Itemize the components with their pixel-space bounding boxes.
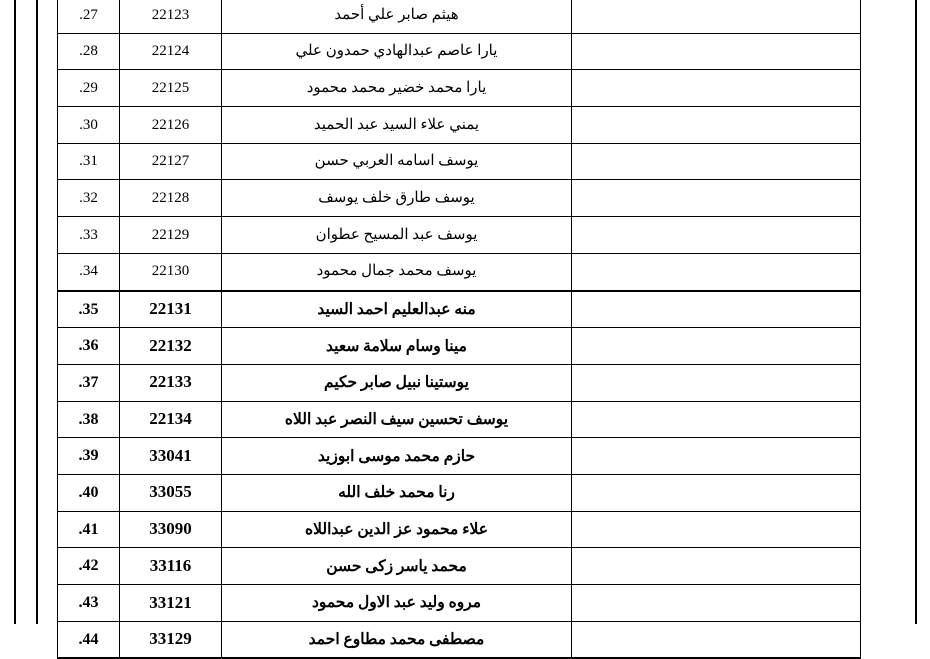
table-row <box>58 217 861 254</box>
cell-notes <box>572 585 861 622</box>
cell-row-number: .28 <box>58 33 120 70</box>
cell-student-name: مصطفى محمد مطاوع احمد <box>222 621 572 658</box>
cell-notes <box>572 328 861 365</box>
cell-student-name: يمني علاء السيد عبد الحميد <box>222 107 572 144</box>
cell-student-name: يوستينا نبيل صابر حكيم <box>222 364 572 401</box>
cell-student-name: يوسف محمد جمال محمود <box>222 253 572 290</box>
cell-student-name: يارا عاصم عبدالهادي حمدون علي <box>222 33 572 70</box>
cell-student-code: 22133 <box>120 364 222 401</box>
cell-notes <box>572 511 861 548</box>
cell-student-name: علاء محمود عز الدين عبداللاه <box>222 511 572 548</box>
cell-notes <box>572 364 861 401</box>
cell-student-code: 22130 <box>120 253 222 290</box>
cell-row-number: .44 <box>58 621 120 658</box>
table-row <box>58 70 861 107</box>
cell-notes <box>572 401 861 438</box>
roster-table <box>57 0 861 659</box>
cell-student-name: يوسف طارق خلف يوسف <box>222 180 572 217</box>
cell-student-code: 33041 <box>120 438 222 475</box>
cell-student-name: منه عبدالعليم احمد السيد <box>222 291 572 328</box>
cell-student-code: 33121 <box>120 585 222 622</box>
table-row <box>58 548 861 585</box>
cell-row-number: .42 <box>58 548 120 585</box>
cell-student-name: يوسف عبد المسيح عطوان <box>222 217 572 254</box>
page-border-right <box>915 0 917 624</box>
cell-row-number: .37 <box>58 364 120 401</box>
table-row <box>58 291 861 328</box>
cell-row-number: .31 <box>58 143 120 180</box>
cell-notes <box>572 33 861 70</box>
table-row <box>58 33 861 70</box>
cell-student-code: 22123 <box>120 0 222 33</box>
cell-student-name: حازم محمد موسى ابوزيد <box>222 438 572 475</box>
cell-row-number: .36 <box>58 328 120 365</box>
cell-student-code: 22131 <box>120 291 222 328</box>
cell-row-number: .43 <box>58 585 120 622</box>
cell-student-code: 22126 <box>120 107 222 144</box>
cell-notes <box>572 621 861 658</box>
cell-student-name: رنا محمد خلف الله <box>222 474 572 511</box>
table-row <box>58 328 861 365</box>
cell-student-name: مينا وسام سلامة سعيد <box>222 328 572 365</box>
cell-row-number: .39 <box>58 438 120 475</box>
cell-row-number: .34 <box>58 253 120 290</box>
table-row <box>58 438 861 475</box>
table-row <box>58 0 861 33</box>
cell-row-number: .27 <box>58 0 120 33</box>
roster-table-body <box>58 0 861 658</box>
cell-student-code: 33129 <box>120 621 222 658</box>
cell-row-number: .40 <box>58 474 120 511</box>
cell-notes <box>572 438 861 475</box>
cell-notes <box>572 143 861 180</box>
cell-notes <box>572 291 861 328</box>
cell-notes <box>572 180 861 217</box>
cell-notes <box>572 548 861 585</box>
cell-row-number: .29 <box>58 70 120 107</box>
cell-student-name: هيثم صابر علي أحمد <box>222 0 572 33</box>
cell-student-code: 22128 <box>120 180 222 217</box>
cell-student-code: 33090 <box>120 511 222 548</box>
table-row <box>58 621 861 658</box>
table-row <box>58 511 861 548</box>
table-row <box>58 474 861 511</box>
cell-student-name: مروه وليد عبد الاول محمود <box>222 585 572 622</box>
cell-student-code: 22127 <box>120 143 222 180</box>
cell-notes <box>572 107 861 144</box>
cell-student-code: 33116 <box>120 548 222 585</box>
cell-row-number: .41 <box>58 511 120 548</box>
page-border-left-outer <box>14 0 16 624</box>
cell-notes <box>572 70 861 107</box>
cell-notes <box>572 217 861 254</box>
table-row <box>58 585 861 622</box>
cell-student-code: 22134 <box>120 401 222 438</box>
cell-student-code: 33055 <box>120 474 222 511</box>
table-row <box>58 107 861 144</box>
table-row <box>58 180 861 217</box>
table-row <box>58 364 861 401</box>
roster-table-wrapper <box>58 0 861 659</box>
table-row <box>58 143 861 180</box>
cell-notes <box>572 0 861 33</box>
cell-student-name: يارا محمد خضير محمد محمود <box>222 70 572 107</box>
cell-row-number: .35 <box>58 291 120 328</box>
cell-row-number: .38 <box>58 401 120 438</box>
cell-notes <box>572 253 861 290</box>
cell-student-name: يوسف تحسين سيف النصر عبد اللاه <box>222 401 572 438</box>
table-row <box>58 253 861 290</box>
cell-row-number: .33 <box>58 217 120 254</box>
cell-student-name: يوسف اسامه العربي حسن <box>222 143 572 180</box>
cell-student-code: 22124 <box>120 33 222 70</box>
cell-student-name: محمد ياسر زكى حسن <box>222 548 572 585</box>
cell-row-number: .32 <box>58 180 120 217</box>
cell-row-number: .30 <box>58 107 120 144</box>
cell-notes <box>572 474 861 511</box>
page-border-left-inner <box>36 0 38 624</box>
cell-student-code: 22129 <box>120 217 222 254</box>
cell-student-code: 22125 <box>120 70 222 107</box>
table-row <box>58 401 861 438</box>
cell-student-code: 22132 <box>120 328 222 365</box>
